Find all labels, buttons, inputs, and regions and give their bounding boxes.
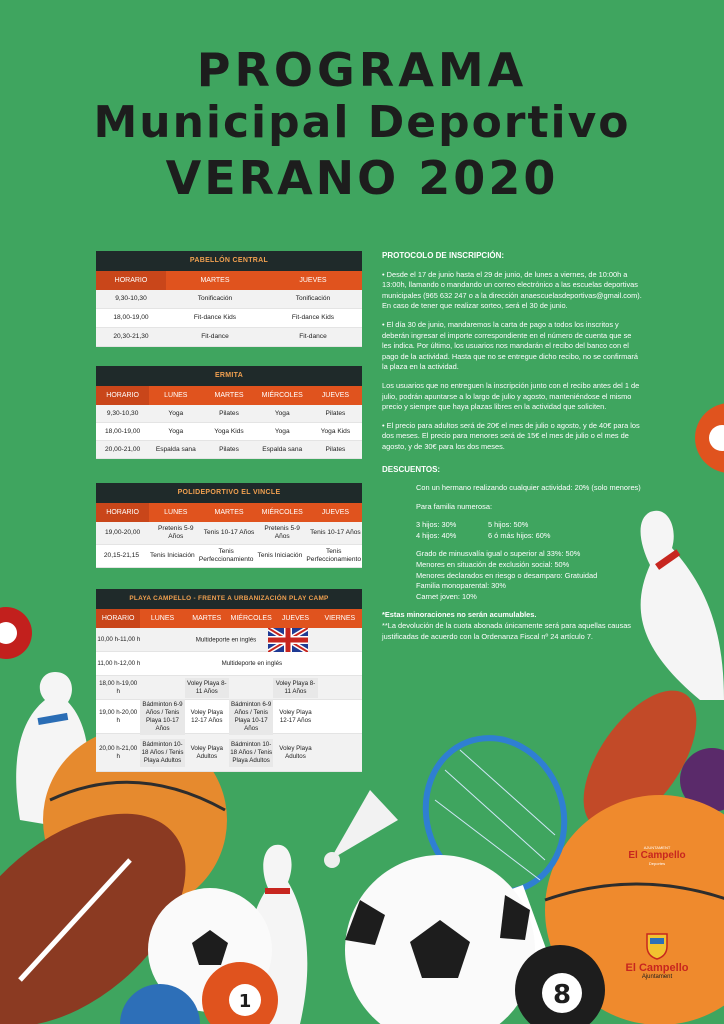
table-pabellon-central <box>96 251 362 347</box>
cell: Yoga <box>274 427 290 435</box>
coat-of-arms-icon <box>645 930 669 960</box>
title-line-3: VERANO 2020 <box>165 151 559 205</box>
cell: 19,00-20,00 <box>105 529 141 536</box>
shuttlecock-icon <box>324 790 398 868</box>
paragraph: • El precio para adultos será de 20€ el mes de julio o agosto, y de 40€ para los dos meses. El precio para menores será de 15€ el mes de julio o el mes de agosto, y de 30€ para los dos meses. <box>382 420 640 451</box>
col-header: LUNES <box>164 509 188 516</box>
cell: Pilates <box>219 409 239 417</box>
cell: 9,30-10,30 <box>115 295 147 302</box>
cell-text: Multideporte en inglés <box>195 636 257 644</box>
logo-name: El Campello <box>628 850 686 861</box>
table-row <box>96 441 362 459</box>
table-caption: POLIDEPORTIVO EL VINCLE <box>96 483 362 503</box>
table-row <box>96 423 362 441</box>
table-row <box>96 734 362 772</box>
cell: Voley Playa 8-11 Años <box>185 678 229 698</box>
cell: Voley Playa Adultos <box>279 744 312 760</box>
cell: 18,00 h-19,00 h <box>99 679 138 695</box>
col-header: VIERNES <box>324 615 356 622</box>
cell: 20,15-21,15 <box>103 552 140 559</box>
cell <box>142 626 362 654</box>
col-header: JUEVES <box>321 392 350 399</box>
cell: Pilates <box>219 445 239 453</box>
cell: Voley Playa 12-17 Años <box>279 708 312 724</box>
col-header: JUEVES <box>281 615 310 622</box>
table-row <box>96 405 362 423</box>
col-header: HORARIO <box>96 271 166 290</box>
table-row <box>96 309 362 328</box>
paragraph: • Desde el 17 de junio hasta el 29 de junio, de lunes a viernes, de 10:00h a 13:00h, llamando o mandando un correo electrónico a las escuelas deportivas municipales (965 632 247 o a la dirección anaescuelasdeportivas@gmail.com). En caso de tener que realizar sorteo, será el 30 de junio. <box>382 269 642 311</box>
uk-flag-icon <box>268 628 308 652</box>
cell <box>229 686 273 690</box>
cell: Espalda sana <box>155 445 196 453</box>
title-line-1: PROGRAMA <box>196 43 528 97</box>
cell: 10,00 h-11,00 h <box>97 635 141 643</box>
discount-item: Carnet joven: 10% <box>416 591 477 601</box>
cell <box>140 686 184 690</box>
cell: Bádminton 10-18 Años / Tenis Playa Adultos <box>140 739 184 767</box>
cell: 19,00 h-20,00 h <box>99 708 138 724</box>
cell: Voley Playa 12-17 Años <box>190 708 223 724</box>
table-row <box>96 522 362 545</box>
cell: Tonificación <box>197 295 233 302</box>
cell: Pretenis 5-9 Años <box>264 525 300 540</box>
cell: Pretenis 5-9 Años <box>158 525 194 540</box>
discount-item: 3 hijos: 30% <box>416 520 457 530</box>
cell: Tenis Perfeccionamiento <box>198 548 254 563</box>
col-header: MARTES <box>192 615 222 622</box>
cell: Fit-dance Kids <box>291 314 335 321</box>
cell: Yoga <box>274 409 290 417</box>
cell: Tenis Perfeccionamiento <box>306 548 361 563</box>
discount-item: 5 hijos: 50% <box>488 520 529 530</box>
bowling-pin-right-icon <box>641 511 724 700</box>
cell: Tenis Iniciación <box>150 552 195 559</box>
table-row <box>96 652 362 676</box>
paragraph: • El día 30 de junio, mandaremos la carta de pago a todos los inscritos y deberán ingresar el importe correspondiente en el número de cuenta que se les indica. Por último, los usuarios nos mandarán el recibo del banco con el pago de la actividad. Hasta que no se entregue dicho recibo, no se confirmará la plaza en la actividad. <box>382 319 638 372</box>
discount-item: Grado de minusvalía igual o superior al 33%: 50% <box>416 549 581 559</box>
cell: 20,00 h-21,00 h <box>99 744 138 760</box>
table-caption: ERMITA <box>96 366 362 386</box>
cell: Fit-dance Kids <box>193 314 237 321</box>
note: **La devolución de la cuota abonada únicamente será para aquellas causas justificadas de acuerdo con la Ordenanza Fiscal nº 24 artículo 7. <box>382 621 631 641</box>
cell: Tenis 10-17 Años <box>310 529 361 536</box>
pool-ball-eight-number: 8 <box>552 980 572 1010</box>
discount-item: Familia monoparental: 30% <box>416 581 506 591</box>
col-header: MIÉRCOLES <box>261 509 303 516</box>
cell: Voley Playa 8-11 Años <box>273 678 317 698</box>
col-header: MIÉRCOLES <box>230 615 272 622</box>
discounts-list <box>382 483 642 602</box>
discount-item: 6 ó más hijos: 60% <box>488 530 551 540</box>
cell <box>318 686 362 690</box>
cell: Yoga <box>168 427 184 435</box>
table-caption: PLAYA CAMPELLO - FRENTE A URBANIZACIÓN PLAY CAMP <box>96 589 362 609</box>
col-header: MARTES <box>200 277 230 284</box>
table-row <box>96 628 362 652</box>
note: *Estas minoraciones no serán acumulables. <box>382 610 537 620</box>
section-heading-descuentos: DESCUENTOS: <box>382 464 441 474</box>
discount-item: Para familia numerosa: <box>416 501 492 511</box>
cell: Bádminton 6-9 Años / Tenis Playa 10-17 Años <box>229 699 273 735</box>
cell: Yoga Kids <box>214 427 244 435</box>
page-title <box>0 44 724 206</box>
cell: Tenis 10-17 Años <box>203 529 255 536</box>
cell: 11,00 h-12,00 h <box>97 659 141 667</box>
title-line-2: Municipal Deportivo <box>93 97 631 148</box>
cell: Yoga <box>168 409 184 417</box>
cell: Fit-dance <box>201 333 229 340</box>
table-polideportivo <box>96 483 362 568</box>
col-header: HORARIO <box>96 503 149 522</box>
table-row <box>96 676 362 700</box>
cell: Yoga Kids <box>320 427 351 435</box>
cell: 18,00-19,00 <box>105 427 141 435</box>
cell: Multideporte en inglés <box>221 659 283 667</box>
table-playa-campello <box>96 589 362 772</box>
discount-item: Menores declarados en riesgo o desamparo: Gratuidad <box>416 570 598 580</box>
logo-name: El Campello <box>625 962 689 974</box>
logo-el-campello-ajuntament <box>612 930 702 980</box>
logo-el-campello-deportes <box>612 845 702 866</box>
col-header: LUNES <box>164 392 188 399</box>
cell: Pilates <box>325 409 346 417</box>
cell: Pilates <box>325 445 346 453</box>
info-text <box>382 251 642 642</box>
pool-ball-one-number: 1 <box>238 991 252 1012</box>
cell: 18,00-19,00 <box>113 314 149 321</box>
table-caption: PABELLÓN CENTRAL <box>96 251 362 271</box>
logo-sub: Ajuntament <box>641 974 673 980</box>
logo-sub: AJUNTAMENT <box>643 845 671 850</box>
discount-item: Menores en situación de exclusión social: 50% <box>416 560 570 570</box>
cell <box>318 751 362 755</box>
cell: Bádminton 10-18 Años / Tenis Playa Adultos <box>229 739 273 767</box>
section-heading-inscripcion: PROTOCOLO DE INSCRIPCIÓN: <box>382 251 505 260</box>
col-header: JUEVES <box>321 509 350 516</box>
table-row <box>96 545 362 568</box>
discount-item: 4 hijos: 40% <box>416 530 457 540</box>
col-header: LUNES <box>150 615 175 622</box>
logo-dept: Deportes <box>648 861 666 866</box>
cell <box>318 715 362 719</box>
cell: 20,30-21,30 <box>113 333 149 340</box>
cell: Tenis Iniciación <box>257 552 303 559</box>
col-header: MARTES <box>214 392 244 399</box>
table-row <box>96 290 362 309</box>
table-row <box>96 700 362 734</box>
table-row <box>96 328 362 347</box>
col-header: JUEVES <box>299 277 327 284</box>
cell: Fit-dance <box>299 333 327 340</box>
discount-item: Con un hermano realizando cualquier actividad: 20% (solo menores) <box>416 483 641 493</box>
cell: 20,00-21,00 <box>105 445 141 453</box>
col-header: MIÉRCOLES <box>261 392 303 399</box>
cell: Tonificación <box>295 295 331 302</box>
paragraph: Los usuarios que no entreguen la inscripción junto con el recibo antes del 1 de julio, podrán apuntarse a lo largo de julio y agosto, manteniéndose el mismo precio y siempre que haya plazas libres en la actividad que soliciten. <box>382 380 640 412</box>
cell: Espalda sana <box>262 445 303 453</box>
col-header: MARTES <box>214 509 244 516</box>
col-header: HORARIO <box>96 386 149 405</box>
cell: 9,30-10,30 <box>106 409 139 417</box>
cell: Voley Playa Adultos <box>190 744 223 760</box>
table-ermita <box>96 366 362 459</box>
col-header: HORARIO <box>96 609 140 628</box>
cell: Bádminton 6-9 Años / Tenis Playa 10-17 Años <box>140 699 184 735</box>
